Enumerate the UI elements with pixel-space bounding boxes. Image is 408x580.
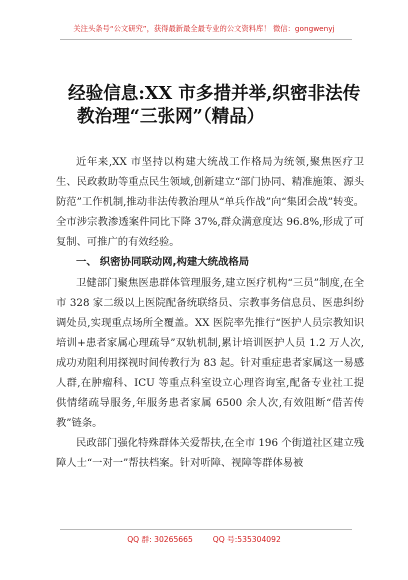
qq-number: QQ 号:535304092 xyxy=(212,535,281,544)
document-title xyxy=(68,82,364,128)
section-heading-number: 一、 xyxy=(76,256,97,269)
title-line-1: 经验信息:XX 市多措并举,织密非法传 xyxy=(68,83,361,104)
intro-paragraph: 近年来,XX 市坚持以构建大统战工作格局为统领,聚焦医疗卫生、民政救助等重点民生领域,创新建立“部门协同、精准施策、源头防范”工作机制,推动非法传教治理从“单兵作战”向“集团会战”转变。全市涉宗教渗透案件同比下降 37%,群众满意度达 96.8%,形成了可复制、可推广的有效经验。 xyxy=(56,156,364,249)
footer-rule xyxy=(60,529,352,530)
footer-contacts xyxy=(0,534,408,545)
civil-affairs-paragraph: 民政部门强化特殊群体关爱帮扶,在全市 196 个街道社区建立残障人士“一对一”帮扶档案。针对听障、视障等群体易被 xyxy=(56,437,364,470)
title-line-2: 教治理“三张网”（精品） xyxy=(77,106,265,127)
header-rule xyxy=(60,39,352,40)
qq-group-number: QQ 群: 30265665 xyxy=(127,535,193,544)
header-banner: 关注头条号“公文研究”，获得最新最全最专业的公文资料库！ 微信：gongwenyj xyxy=(73,24,335,33)
document-body xyxy=(56,152,364,474)
health-paragraph: 卫健部门聚焦医患群体管理服务,建立医疗机构“三员”制度,在全市 328 家二级以上医院配备统联络员、宗教事务信息员、医患纠纷调处员,实现重点场所全覆盖。XX 医院率先推行“医护人员宗教知识培训+患者家属心理疏导”双轨机制,累计培训医护人员 1.2 万人次,成功劝阻利用探视时间传教行为 83 起。针对重症患者家属这一易感人群,在肿瘤科、ICU 等重点科室设立心理咨询室,配备专业社工提供情绪疏导服务,年服务患者家属 6500 余人次,有效阻断“借苦传教”链条。 xyxy=(56,276,364,430)
section-heading-text: 织密协同联动网,构建大统战格局 xyxy=(99,256,250,269)
section-heading-1 xyxy=(56,252,364,272)
